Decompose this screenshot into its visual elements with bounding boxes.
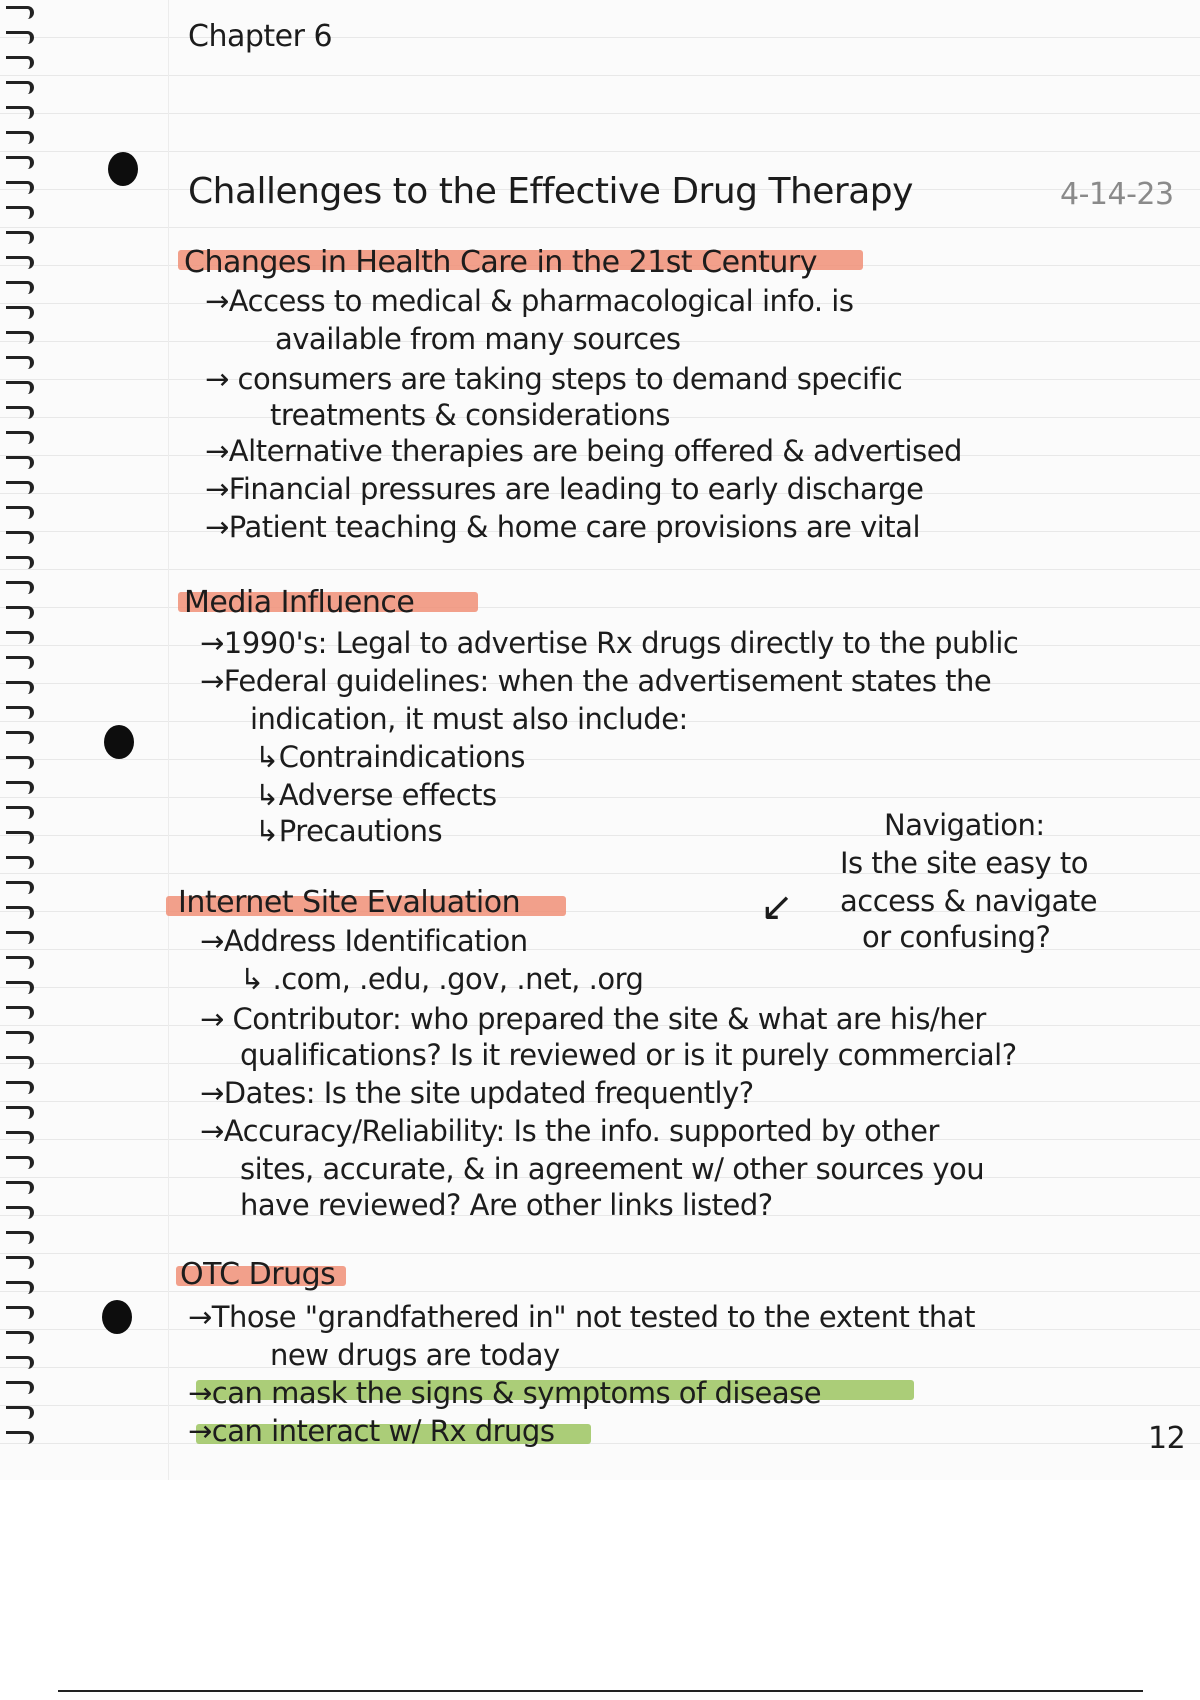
note-line: →Accuracy/Reliability: Is the info. supported by other (200, 1114, 939, 1148)
note-line: ↳Contraindications (255, 740, 526, 774)
spiral-coil (6, 956, 34, 969)
note-line: → consumers are taking steps to demand specific (205, 362, 903, 396)
punch-hole (104, 725, 134, 759)
spiral-coil (6, 1056, 34, 1069)
note-line: ↳ .com, .edu, .gov, .net, .org (240, 962, 644, 996)
note-line: →Address Identification (200, 924, 528, 958)
spiral-coil (6, 731, 34, 744)
spiral-coil (6, 331, 34, 344)
spiral-coil (6, 81, 34, 94)
spiral-coil (6, 1206, 34, 1219)
note-line: available from many sources (275, 322, 681, 356)
note-line: ↳Precautions (255, 814, 443, 848)
spiral-coil (6, 256, 34, 269)
spiral-coil (6, 581, 34, 594)
spiral-coil (6, 1181, 34, 1194)
spiral-coil (6, 231, 34, 244)
note-line: →can interact w/ Rx drugs (188, 1414, 555, 1448)
spiral-coil (6, 531, 34, 544)
spiral-coil (6, 106, 34, 119)
spiral-coil (6, 31, 34, 44)
note-line: treatments & considerations (270, 398, 670, 432)
spiral-coil (6, 981, 34, 994)
spiral-coil (6, 881, 34, 894)
note-line: new drugs are today (270, 1338, 560, 1372)
note-line: sites, accurate, & in agreement w/ other sources you (240, 1152, 985, 1186)
spiral-coil (6, 1156, 34, 1169)
spiral-coil (6, 1431, 34, 1444)
note-line: →Federal guidelines: when the advertisement states the (200, 664, 992, 698)
spiral-coil (6, 831, 34, 844)
side-note-line: Is the site easy to (840, 846, 1089, 880)
note-line: →Patient teaching & home care provisions are vital (205, 510, 920, 544)
spiral-coil (6, 456, 34, 469)
punch-hole (102, 1300, 132, 1334)
spiral-coil (6, 556, 34, 569)
note-line: →Access to medical & pharmacological info. is (205, 284, 854, 318)
spiral-coil (6, 481, 34, 494)
spiral-coil (6, 1256, 34, 1269)
spiral-coil (6, 1006, 34, 1019)
spiral-coil (6, 356, 34, 369)
punch-hole (108, 152, 138, 186)
spiral-coil (6, 906, 34, 919)
note-line: have reviewed? Are other links listed? (240, 1188, 773, 1222)
spiral-coil (6, 681, 34, 694)
spiral-coil (6, 206, 34, 219)
spiral-coil (6, 506, 34, 519)
spiral-coil (6, 381, 34, 394)
spiral-coil (6, 631, 34, 644)
spiral-coil (6, 1131, 34, 1144)
spiral-coil (6, 931, 34, 944)
spiral-coil (6, 1031, 34, 1044)
note-line: →Dates: Is the site updated frequently? (200, 1076, 754, 1110)
spiral-coil (6, 1106, 34, 1119)
section-heading: Changes in Health Care in the 21st Century (184, 245, 817, 280)
spiral-coil (6, 281, 34, 294)
page-title: Challenges to the Effective Drug Therapy (188, 171, 913, 212)
spiral-coil (6, 56, 34, 69)
spiral-coil (6, 181, 34, 194)
spiral-coil (6, 756, 34, 769)
note-line: qualifications? Is it reviewed or is it purely commercial? (240, 1038, 1017, 1072)
note-line: →1990's: Legal to advertise Rx drugs directly to the public (200, 626, 1019, 660)
chapter-label: Chapter 6 (188, 19, 333, 54)
note-line: →Those "grandfathered in" not tested to the extent that (188, 1300, 975, 1334)
spiral-coil (6, 1381, 34, 1394)
page-number: 12 (1148, 1421, 1186, 1456)
spiral-coil (6, 1331, 34, 1344)
spiral-coil (6, 1281, 34, 1294)
section-heading: OTC Drugs (180, 1257, 336, 1292)
side-note-line: Navigation: (884, 808, 1045, 842)
bottom-rule (58, 1690, 1143, 1692)
side-note-arrow: ↙ (760, 884, 794, 930)
side-note-line: access & navigate (840, 884, 1098, 918)
date-label: 4-14-23 (1060, 177, 1174, 212)
spiral-coil (6, 656, 34, 669)
spiral-coil (6, 1406, 34, 1419)
spiral-coil (6, 131, 34, 144)
spiral-coil (6, 6, 34, 19)
spiral-coil (6, 606, 34, 619)
section-heading: Internet Site Evaluation (178, 885, 521, 920)
spiral-coil (6, 431, 34, 444)
note-line: →can mask the signs & symptoms of disease (188, 1376, 822, 1410)
spiral-coil (6, 806, 34, 819)
note-line: →Alternative therapies are being offered & advertised (205, 434, 962, 468)
spiral-binding (0, 0, 40, 1460)
spiral-coil (6, 1081, 34, 1094)
margin-line (168, 0, 169, 1480)
note-line: ↳Adverse effects (255, 778, 497, 812)
spiral-coil (6, 1231, 34, 1244)
spiral-coil (6, 406, 34, 419)
spiral-coil (6, 856, 34, 869)
spiral-coil (6, 306, 34, 319)
note-line: indication, it must also include: (250, 702, 688, 736)
spiral-coil (6, 1306, 34, 1319)
spiral-coil (6, 156, 34, 169)
side-note-line: or confusing? (862, 920, 1051, 954)
spiral-coil (6, 1356, 34, 1369)
note-line: → Contributor: who prepared the site & what are his/her (200, 1002, 986, 1036)
note-line: →Financial pressures are leading to early discharge (205, 472, 924, 506)
spiral-coil (6, 706, 34, 719)
section-heading: Media Influence (184, 585, 415, 620)
spiral-coil (6, 781, 34, 794)
